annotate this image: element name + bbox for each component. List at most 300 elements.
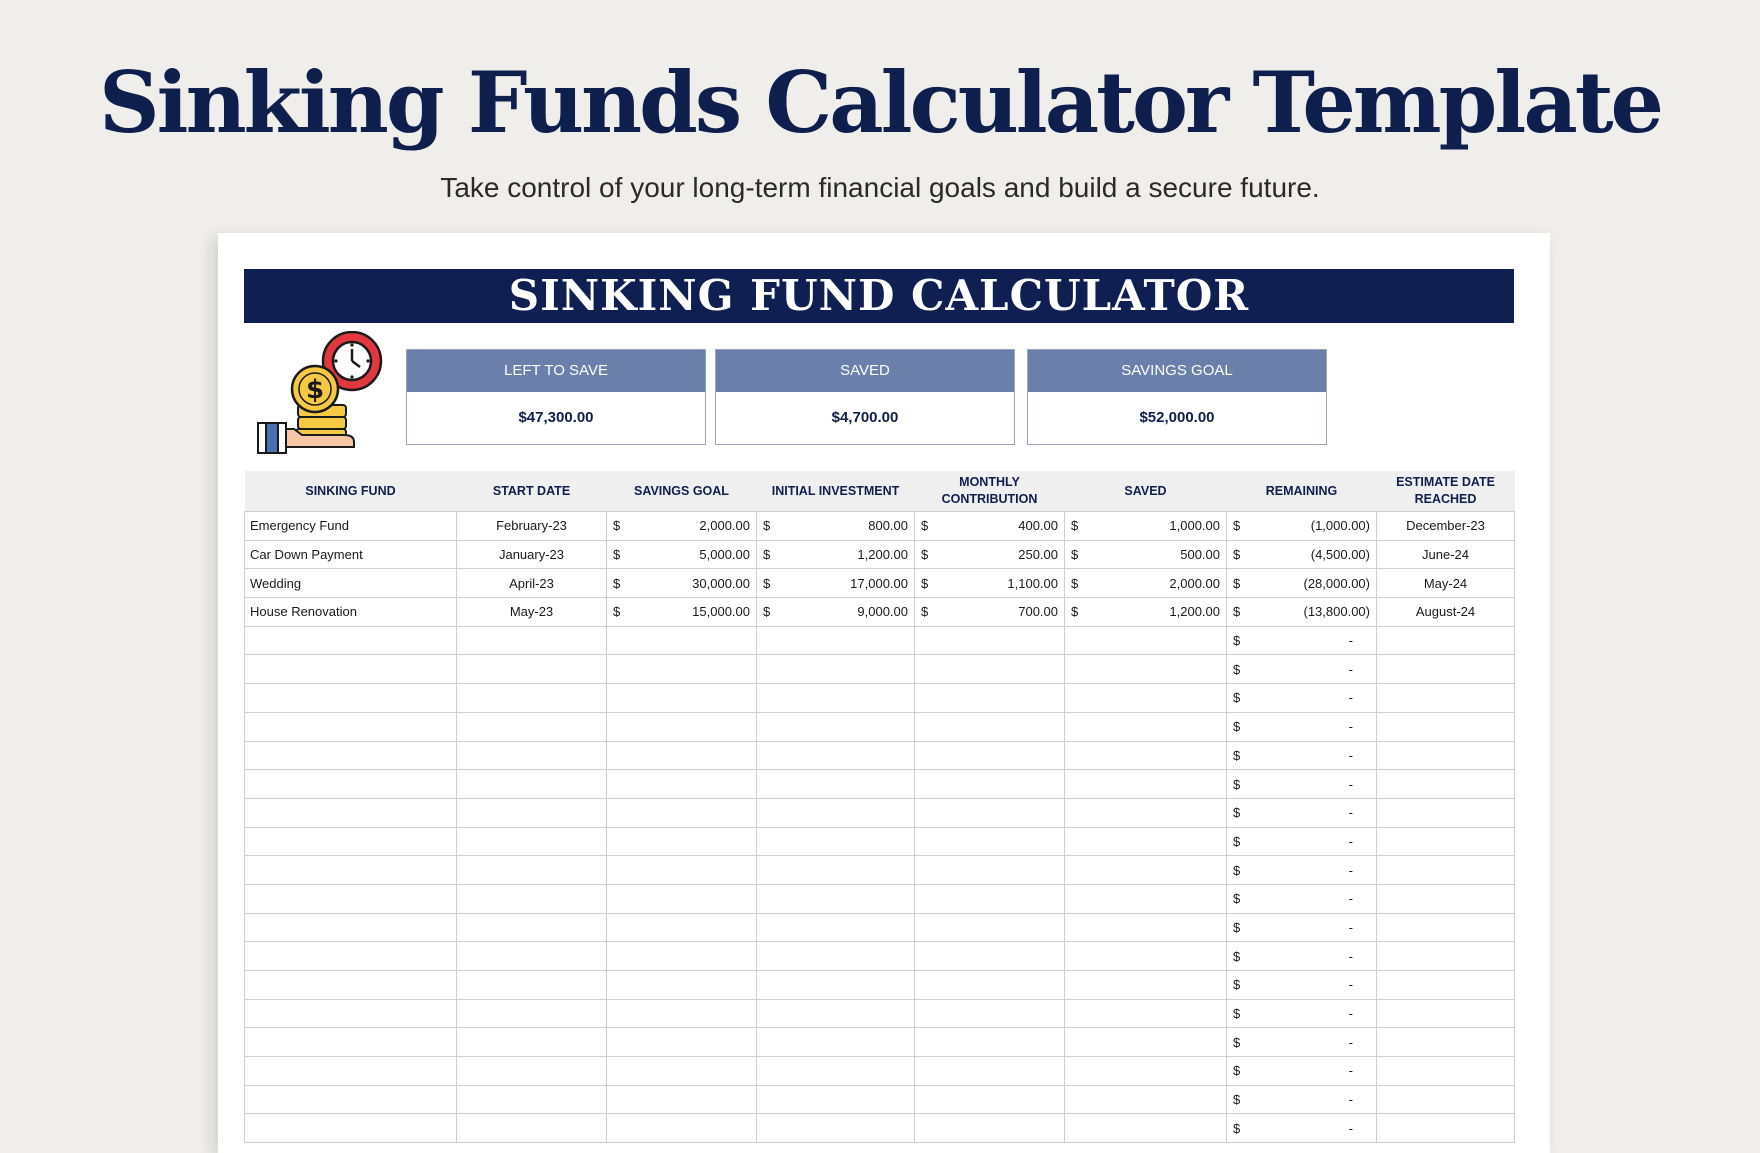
currency-symbol: $ [763, 518, 771, 534]
currency-symbol: $ [1233, 805, 1241, 821]
start-date-cell[interactable] [457, 1114, 607, 1143]
savings-goal-cell[interactable] [607, 971, 757, 1000]
currency-symbol: $ [1233, 1006, 1241, 1022]
remaining-cell[interactable] [1227, 942, 1377, 971]
currency-symbol: $ [1071, 575, 1079, 591]
start-date-cell[interactable] [457, 770, 607, 799]
currency-symbol: $ [1233, 719, 1241, 735]
currency-symbol: $ [613, 604, 621, 620]
currency-symbol: $ [921, 518, 929, 534]
start-date-cell[interactable] [457, 884, 607, 913]
remaining-cell[interactable] [1227, 1085, 1377, 1114]
table-row [245, 798, 1515, 827]
remaining-cell[interactable] [1227, 999, 1377, 1028]
monthly-contribution-cell[interactable] [915, 827, 1065, 856]
table-row [245, 712, 1515, 741]
table-row [245, 569, 1515, 598]
left-to-save-card [406, 349, 706, 445]
remaining-cell-amount: (1,000.00) [1310, 518, 1370, 534]
fund-name-cell[interactable] [245, 626, 457, 655]
estimate-date-cell[interactable]: August-24 [1377, 598, 1515, 627]
table-row [245, 999, 1515, 1028]
start-date-cell[interactable]: February-23 [457, 512, 607, 541]
monthly-contribution-cell[interactable] [915, 512, 1065, 541]
currency-symbol: $ [1233, 977, 1241, 993]
savings-goal-cell[interactable] [607, 598, 757, 627]
remaining-cell-amount: - [1348, 891, 1353, 907]
initial-investment-cell[interactable] [757, 655, 915, 684]
table-row [245, 512, 1515, 541]
fund-name-cell[interactable] [245, 655, 457, 684]
saved-cell[interactable] [1065, 827, 1227, 856]
fund-name-cell[interactable]: Wedding [245, 569, 457, 598]
saved-cell[interactable] [1065, 1085, 1227, 1114]
remaining-cell[interactable] [1227, 598, 1377, 627]
svg-text:$: $ [305, 375, 325, 405]
initial-investment-cell[interactable] [757, 971, 915, 1000]
remaining-cell-amount: (13,800.00) [1303, 604, 1370, 620]
saved-cell[interactable] [1065, 999, 1227, 1028]
remaining-cell-amount: - [1348, 1092, 1353, 1108]
fund-name-cell[interactable] [245, 827, 457, 856]
fund-name-cell[interactable]: Emergency Fund [245, 512, 457, 541]
savings-goal-cell[interactable] [607, 1057, 757, 1086]
saved-cell[interactable] [1065, 540, 1227, 569]
monthly-contribution-cell[interactable] [915, 1114, 1065, 1143]
savings-goal-cell-amount: 5,000.00 [699, 547, 750, 563]
saved-cell[interactable] [1065, 856, 1227, 885]
table-row [245, 942, 1515, 971]
savings-goal-card [1027, 349, 1327, 445]
remaining-cell-amount: - [1348, 805, 1353, 821]
saved-cell[interactable] [1065, 770, 1227, 799]
remaining-cell-amount: - [1348, 977, 1353, 993]
column-header: INITIAL INVESTMENT [757, 471, 915, 512]
savings-goal-cell-amount: 2,000.00 [699, 518, 750, 534]
initial-investment-cell-amount: 1,200.00 [857, 547, 908, 563]
estimate-date-cell[interactable] [1377, 1114, 1515, 1143]
remaining-cell-amount: - [1348, 1063, 1353, 1079]
sinking-fund-table [244, 471, 1515, 1143]
fund-name-cell[interactable]: House Renovation [245, 598, 457, 627]
table-body [245, 512, 1515, 1143]
start-date-cell[interactable] [457, 684, 607, 713]
estimate-date-cell[interactable] [1377, 798, 1515, 827]
initial-investment-cell[interactable] [757, 684, 915, 713]
start-date-cell[interactable] [457, 712, 607, 741]
start-date-cell[interactable] [457, 913, 607, 942]
monthly-contribution-cell[interactable] [915, 1028, 1065, 1057]
coin-hand-clock-icon [254, 331, 394, 459]
fund-name-cell[interactable] [245, 1085, 457, 1114]
column-header: START DATE [457, 471, 607, 512]
savings-goal-cell[interactable] [607, 856, 757, 885]
saved-value: $4,700.00 [831, 409, 899, 426]
start-date-cell[interactable] [457, 626, 607, 655]
savings-goal-cell[interactable] [607, 884, 757, 913]
fund-name-cell[interactable] [245, 684, 457, 713]
initial-investment-cell[interactable] [757, 884, 915, 913]
fund-name-cell[interactable] [245, 712, 457, 741]
saved-cell[interactable] [1065, 598, 1227, 627]
currency-symbol: $ [1233, 1034, 1241, 1050]
remaining-cell-amount: - [1348, 719, 1353, 735]
initial-investment-cell[interactable] [757, 827, 915, 856]
table-row [245, 626, 1515, 655]
initial-investment-cell[interactable] [757, 569, 915, 598]
estimate-date-cell[interactable] [1377, 626, 1515, 655]
remaining-cell[interactable] [1227, 512, 1377, 541]
initial-investment-cell[interactable] [757, 741, 915, 770]
remaining-cell[interactable] [1227, 540, 1377, 569]
fund-name-cell[interactable] [245, 856, 457, 885]
currency-symbol: $ [1233, 1092, 1241, 1108]
savings-goal-cell[interactable] [607, 741, 757, 770]
remaining-cell-amount: - [1348, 690, 1353, 706]
monthly-contribution-cell[interactable] [915, 569, 1065, 598]
monthly-contribution-cell[interactable] [915, 971, 1065, 1000]
savings-goal-cell[interactable] [607, 798, 757, 827]
remaining-cell-amount: - [1348, 862, 1353, 878]
remaining-cell[interactable] [1227, 569, 1377, 598]
page-title: Sinking Funds Calculator Template [99, 53, 1661, 152]
saved-cell[interactable] [1065, 712, 1227, 741]
monthly-contribution-cell-amount: 700.00 [1018, 604, 1058, 620]
currency-symbol: $ [1233, 919, 1241, 935]
monthly-contribution-cell[interactable] [915, 942, 1065, 971]
estimate-date-cell[interactable] [1377, 1028, 1515, 1057]
remaining-cell[interactable] [1227, 913, 1377, 942]
left-to-save-value: $47,300.00 [518, 409, 594, 426]
remaining-cell[interactable] [1227, 770, 1377, 799]
estimate-date-cell[interactable] [1377, 712, 1515, 741]
initial-investment-cell[interactable] [757, 712, 915, 741]
monthly-contribution-cell[interactable] [915, 884, 1065, 913]
currency-symbol: $ [1071, 604, 1079, 620]
table-row [245, 655, 1515, 684]
saved-cell[interactable] [1065, 626, 1227, 655]
fund-name-cell[interactable] [245, 770, 457, 799]
currency-symbol: $ [1233, 776, 1241, 792]
savings-goal-cell[interactable] [607, 999, 757, 1028]
spreadsheet-sheet [218, 233, 1550, 1153]
remaining-cell-amount: - [1348, 833, 1353, 849]
estimate-date-cell[interactable] [1377, 942, 1515, 971]
fund-name-cell[interactable] [245, 971, 457, 1000]
currency-symbol: $ [613, 547, 621, 563]
currency-symbol: $ [1233, 604, 1241, 620]
start-date-cell[interactable] [457, 1028, 607, 1057]
monthly-contribution-cell[interactable] [915, 1057, 1065, 1086]
table-header-row [245, 471, 1515, 512]
remaining-cell-amount: - [1348, 633, 1353, 649]
column-header: SAVED [1065, 471, 1227, 512]
monthly-contribution-cell-amount: 250.00 [1018, 547, 1058, 563]
estimate-date-cell[interactable]: December-23 [1377, 512, 1515, 541]
currency-symbol: $ [1233, 948, 1241, 964]
table-row [245, 598, 1515, 627]
currency-symbol: $ [763, 604, 771, 620]
savings-goal-cell[interactable] [607, 770, 757, 799]
estimate-date-cell[interactable] [1377, 827, 1515, 856]
saved-cell[interactable] [1065, 741, 1227, 770]
savings-goal-cell[interactable] [607, 569, 757, 598]
table-row [245, 1085, 1515, 1114]
initial-investment-cell[interactable] [757, 770, 915, 799]
start-date-cell[interactable]: January-23 [457, 540, 607, 569]
initial-investment-cell-amount: 17,000.00 [850, 575, 908, 591]
monthly-contribution-cell[interactable] [915, 856, 1065, 885]
initial-investment-cell-amount: 800.00 [868, 518, 908, 534]
saved-cell[interactable] [1065, 1028, 1227, 1057]
initial-investment-cell[interactable] [757, 942, 915, 971]
initial-investment-cell[interactable] [757, 1057, 915, 1086]
monthly-contribution-cell[interactable] [915, 655, 1065, 684]
saved-cell[interactable] [1065, 884, 1227, 913]
estimate-date-cell[interactable] [1377, 856, 1515, 885]
fund-name-cell[interactable] [245, 798, 457, 827]
table-row [245, 1057, 1515, 1086]
monthly-contribution-cell[interactable] [915, 1085, 1065, 1114]
remaining-cell[interactable] [1227, 1057, 1377, 1086]
monthly-contribution-cell-amount: 1,100.00 [1007, 575, 1058, 591]
currency-symbol: $ [613, 575, 621, 591]
saved-cell[interactable] [1065, 971, 1227, 1000]
saved-cell[interactable] [1065, 913, 1227, 942]
estimate-date-cell[interactable]: May-24 [1377, 569, 1515, 598]
remaining-cell[interactable] [1227, 856, 1377, 885]
start-date-cell[interactable]: April-23 [457, 569, 607, 598]
currency-symbol: $ [1233, 633, 1241, 649]
saved-cell[interactable] [1065, 798, 1227, 827]
initial-investment-cell-amount: 9,000.00 [857, 604, 908, 620]
saved-cell-amount: 2,000.00 [1169, 575, 1220, 591]
initial-investment-cell[interactable] [757, 913, 915, 942]
sheet-banner: SINKING FUND CALCULATOR [244, 269, 1514, 323]
remaining-cell-amount: - [1348, 1034, 1353, 1050]
estimate-date-cell[interactable] [1377, 770, 1515, 799]
remaining-cell-amount: (28,000.00) [1303, 575, 1370, 591]
currency-symbol: $ [613, 518, 621, 534]
start-date-cell[interactable] [457, 655, 607, 684]
table-row [245, 1028, 1515, 1057]
left-to-save-label: LEFT TO SAVE [407, 350, 705, 392]
currency-symbol: $ [1233, 1120, 1241, 1136]
currency-symbol: $ [1233, 575, 1241, 591]
start-date-cell[interactable] [457, 1085, 607, 1114]
savings-goal-cell[interactable] [607, 684, 757, 713]
remaining-cell[interactable] [1227, 626, 1377, 655]
currency-symbol: $ [1233, 862, 1241, 878]
table-row [245, 770, 1515, 799]
currency-symbol: $ [1233, 547, 1241, 563]
start-date-cell[interactable] [457, 942, 607, 971]
table-row [245, 741, 1515, 770]
initial-investment-cell[interactable] [757, 1085, 915, 1114]
table-row [245, 684, 1515, 713]
table-row [245, 913, 1515, 942]
saved-cell[interactable] [1065, 1114, 1227, 1143]
estimate-date-cell[interactable] [1377, 655, 1515, 684]
monthly-contribution-cell[interactable] [915, 999, 1065, 1028]
page-subtitle: Take control of your long-term financial goals and build a secure future. [440, 172, 1320, 203]
table-row [245, 856, 1515, 885]
remaining-cell-amount: - [1348, 948, 1353, 964]
monthly-contribution-cell[interactable] [915, 770, 1065, 799]
remaining-cell[interactable] [1227, 741, 1377, 770]
saved-cell[interactable] [1065, 942, 1227, 971]
remaining-cell[interactable] [1227, 684, 1377, 713]
savings-goal-cell-amount: 30,000.00 [692, 575, 750, 591]
remaining-cell[interactable] [1227, 1028, 1377, 1057]
initial-investment-cell[interactable] [757, 798, 915, 827]
fund-name-cell[interactable] [245, 741, 457, 770]
start-date-cell[interactable] [457, 856, 607, 885]
savings-goal-label: SAVINGS GOAL [1028, 350, 1326, 392]
saved-cell[interactable] [1065, 512, 1227, 541]
remaining-cell-amount: - [1348, 1120, 1353, 1136]
saved-cell[interactable] [1065, 684, 1227, 713]
remaining-cell[interactable] [1227, 971, 1377, 1000]
monthly-contribution-cell[interactable] [915, 712, 1065, 741]
start-date-cell[interactable] [457, 1057, 607, 1086]
column-header: SINKING FUND [245, 471, 457, 512]
savings-goal-value: $52,000.00 [1139, 409, 1215, 426]
savings-goal-cell[interactable] [607, 540, 757, 569]
remaining-cell-amount: - [1348, 661, 1353, 677]
savings-goal-cell[interactable] [607, 626, 757, 655]
monthly-contribution-cell[interactable] [915, 598, 1065, 627]
initial-investment-cell[interactable] [757, 512, 915, 541]
savings-goal-cell[interactable] [607, 942, 757, 971]
estimate-date-cell[interactable] [1377, 971, 1515, 1000]
estimate-date-cell[interactable]: June-24 [1377, 540, 1515, 569]
remaining-cell[interactable] [1227, 655, 1377, 684]
estimate-date-cell[interactable] [1377, 1057, 1515, 1086]
remaining-cell-amount: - [1348, 919, 1353, 935]
start-date-cell[interactable]: May-23 [457, 598, 607, 627]
initial-investment-cell[interactable] [757, 1028, 915, 1057]
column-header: MONTHLY CONTRIBUTION [915, 471, 1065, 512]
monthly-contribution-cell[interactable] [915, 626, 1065, 655]
currency-symbol: $ [1071, 547, 1079, 563]
remaining-cell[interactable] [1227, 712, 1377, 741]
currency-symbol: $ [1233, 661, 1241, 677]
currency-symbol: $ [921, 604, 929, 620]
savings-goal-cell[interactable] [607, 512, 757, 541]
monthly-contribution-cell[interactable] [915, 798, 1065, 827]
saved-cell-amount: 1,200.00 [1169, 604, 1220, 620]
fund-name-cell[interactable]: Car Down Payment [245, 540, 457, 569]
fund-name-cell[interactable] [245, 1114, 457, 1143]
savings-goal-cell[interactable] [607, 1114, 757, 1143]
remaining-cell-amount: (4,500.00) [1310, 547, 1370, 563]
monthly-contribution-cell[interactable] [915, 741, 1065, 770]
remaining-cell[interactable] [1227, 1114, 1377, 1143]
remaining-cell-amount: - [1348, 776, 1353, 792]
monthly-contribution-cell[interactable] [915, 913, 1065, 942]
saved-card [715, 349, 1015, 445]
start-date-cell[interactable] [457, 999, 607, 1028]
currency-symbol: $ [1071, 518, 1079, 534]
initial-investment-cell[interactable] [757, 626, 915, 655]
fund-name-cell[interactable] [245, 1028, 457, 1057]
savings-goal-cell[interactable] [607, 1028, 757, 1057]
initial-investment-cell[interactable] [757, 540, 915, 569]
savings-goal-cell-amount: 15,000.00 [692, 604, 750, 620]
monthly-contribution-cell-amount: 400.00 [1018, 518, 1058, 534]
initial-investment-cell[interactable] [757, 999, 915, 1028]
table-row [245, 540, 1515, 569]
saved-cell-amount: 500.00 [1180, 547, 1220, 563]
monthly-contribution-cell[interactable] [915, 540, 1065, 569]
initial-investment-cell[interactable] [757, 598, 915, 627]
savings-goal-cell[interactable] [607, 1085, 757, 1114]
fund-name-cell[interactable] [245, 942, 457, 971]
column-header: SAVINGS GOAL [607, 471, 757, 512]
currency-symbol: $ [921, 575, 929, 591]
remaining-cell[interactable] [1227, 884, 1377, 913]
currency-symbol: $ [763, 547, 771, 563]
start-date-cell[interactable] [457, 971, 607, 1000]
saved-cell-amount: 1,000.00 [1169, 518, 1220, 534]
estimate-date-cell[interactable] [1377, 741, 1515, 770]
estimate-date-cell[interactable] [1377, 884, 1515, 913]
initial-investment-cell[interactable] [757, 1114, 915, 1143]
currency-symbol: $ [1233, 891, 1241, 907]
currency-symbol: $ [1233, 747, 1241, 763]
column-header: ESTIMATE DATE REACHED [1377, 471, 1515, 512]
savings-goal-cell[interactable] [607, 913, 757, 942]
fund-name-cell[interactable] [245, 999, 457, 1028]
estimate-date-cell[interactable] [1377, 999, 1515, 1028]
savings-goal-cell[interactable] [607, 655, 757, 684]
remaining-cell-amount: - [1348, 747, 1353, 763]
estimate-date-cell[interactable] [1377, 913, 1515, 942]
fund-name-cell[interactable] [245, 913, 457, 942]
saved-cell[interactable] [1065, 569, 1227, 598]
table-row [245, 827, 1515, 856]
start-date-cell[interactable] [457, 798, 607, 827]
currency-symbol: $ [1233, 833, 1241, 849]
estimate-date-cell[interactable] [1377, 684, 1515, 713]
column-header: REMAINING [1227, 471, 1377, 512]
saved-label: SAVED [716, 350, 1014, 392]
start-date-cell[interactable] [457, 741, 607, 770]
currency-symbol: $ [921, 547, 929, 563]
table-row [245, 1114, 1515, 1143]
table-row [245, 971, 1515, 1000]
monthly-contribution-cell[interactable] [915, 684, 1065, 713]
saved-cell[interactable] [1065, 655, 1227, 684]
currency-symbol: $ [1233, 1063, 1241, 1079]
currency-symbol: $ [1233, 690, 1241, 706]
fund-name-cell[interactable] [245, 884, 457, 913]
remaining-cell-amount: - [1348, 1006, 1353, 1022]
savings-goal-cell[interactable] [607, 827, 757, 856]
savings-goal-cell[interactable] [607, 712, 757, 741]
remaining-cell[interactable] [1227, 827, 1377, 856]
initial-investment-cell[interactable] [757, 856, 915, 885]
fund-name-cell[interactable] [245, 1057, 457, 1086]
currency-symbol: $ [763, 575, 771, 591]
start-date-cell[interactable] [457, 827, 607, 856]
saved-cell[interactable] [1065, 1057, 1227, 1086]
currency-symbol: $ [1233, 518, 1241, 534]
table-row [245, 884, 1515, 913]
estimate-date-cell[interactable] [1377, 1085, 1515, 1114]
remaining-cell[interactable] [1227, 798, 1377, 827]
